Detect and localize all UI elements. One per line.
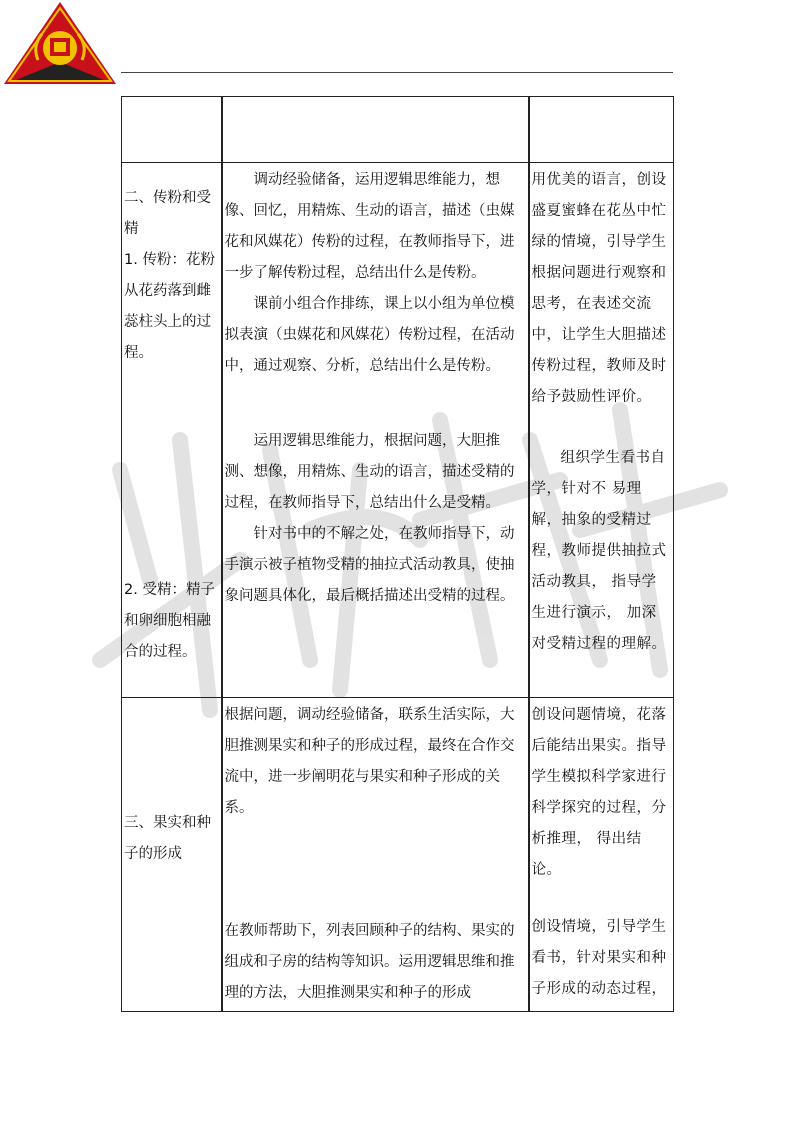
teacher-activity-cell — [529, 163, 674, 698]
teacher-activity-cell — [529, 698, 674, 1012]
definition-text: 2. 受精：精子和卵细胞相融合的过程。 — [124, 582, 215, 660]
paragraph: 创设情境，引导学生看书，针对果实和种子形成的动态过程， — [531, 919, 667, 997]
paragraph: 针对书中的不解之处，在教师指导下，动手演示被子植物受精的抽拉式活动教具，使抽象问题具体化，最后概括描述出受精的过程。 — [224, 526, 515, 604]
topic-cell — [122, 163, 222, 698]
paragraph: 根据问题，调动经验储备，联系生活实际，大胆推测果实和种子的形成过程，最终在合作交流中，进一步阐明花与果实和种子形成的关系。 — [224, 707, 515, 816]
paragraph: 运用逻辑思维能力，根据问题，大胆推测、想像，用精炼、生动的语言，描述受精的过程，在教师指导下，总结出什么是受精。 — [224, 433, 515, 511]
paragraph: 创设问题情境，花落后能结出果实。指导学生模拟科学家进行科学探究的过程，分析推理， 得出结论。 — [531, 707, 667, 878]
table-row — [122, 97, 674, 163]
school-logo — [2, 0, 118, 86]
paragraph: 在教师帮助下，列表回顾种子的结构、果实的组成和子房的结构等知识。运用逻辑思维和推理的方法，大胆推测果实和种子的形成 — [224, 923, 515, 1001]
definition-text: 1. 传粉：花粉从花药落到雌蕊柱头上的过程。 — [124, 252, 215, 361]
topic-cell — [122, 698, 222, 1012]
section-heading: 三、果实和种子的形成 — [124, 815, 211, 862]
student-activity-cell — [222, 698, 529, 1012]
student-activity-cell — [222, 97, 529, 163]
paragraph: 调动经验储备，运用逻辑思维能力，想像、回忆，用精炼、生动的语言，描述（虫媒花和风媒花）传粉的过程，在教师指导下，进一步了解传粉过程，总结出什么是传粉。 — [224, 172, 515, 281]
table-row — [122, 163, 674, 698]
header-rule — [121, 72, 673, 73]
student-activity-cell — [222, 163, 529, 698]
lesson-plan-table — [121, 96, 674, 1012]
paragraph: 用优美的语言，创设盛夏蜜蜂在花丛中忙绿的情境，引导学生根据问题进行观察和思考，在表述交流中，让学生大胆描述传粉过程，教师及时给予鼓励性评价。 — [531, 172, 667, 405]
topic-cell — [122, 97, 222, 163]
paragraph: 组织学生看书自学，针对不 易理解，抽象的受精过程，教师提供抽拉式活动教具， 指导学生进行演示， 加深对受精过程的理解。 — [531, 450, 667, 652]
table-row — [122, 698, 674, 1012]
section-heading: 二、传粉和受精 — [124, 190, 211, 237]
paragraph: 课前小组合作排练，课上以小组为单位模拟表演（虫媒花和风媒花）传粉过程，在活动中，通过观察、分析，总结出什么是传粉。 — [224, 296, 515, 374]
teacher-activity-cell — [529, 97, 674, 163]
